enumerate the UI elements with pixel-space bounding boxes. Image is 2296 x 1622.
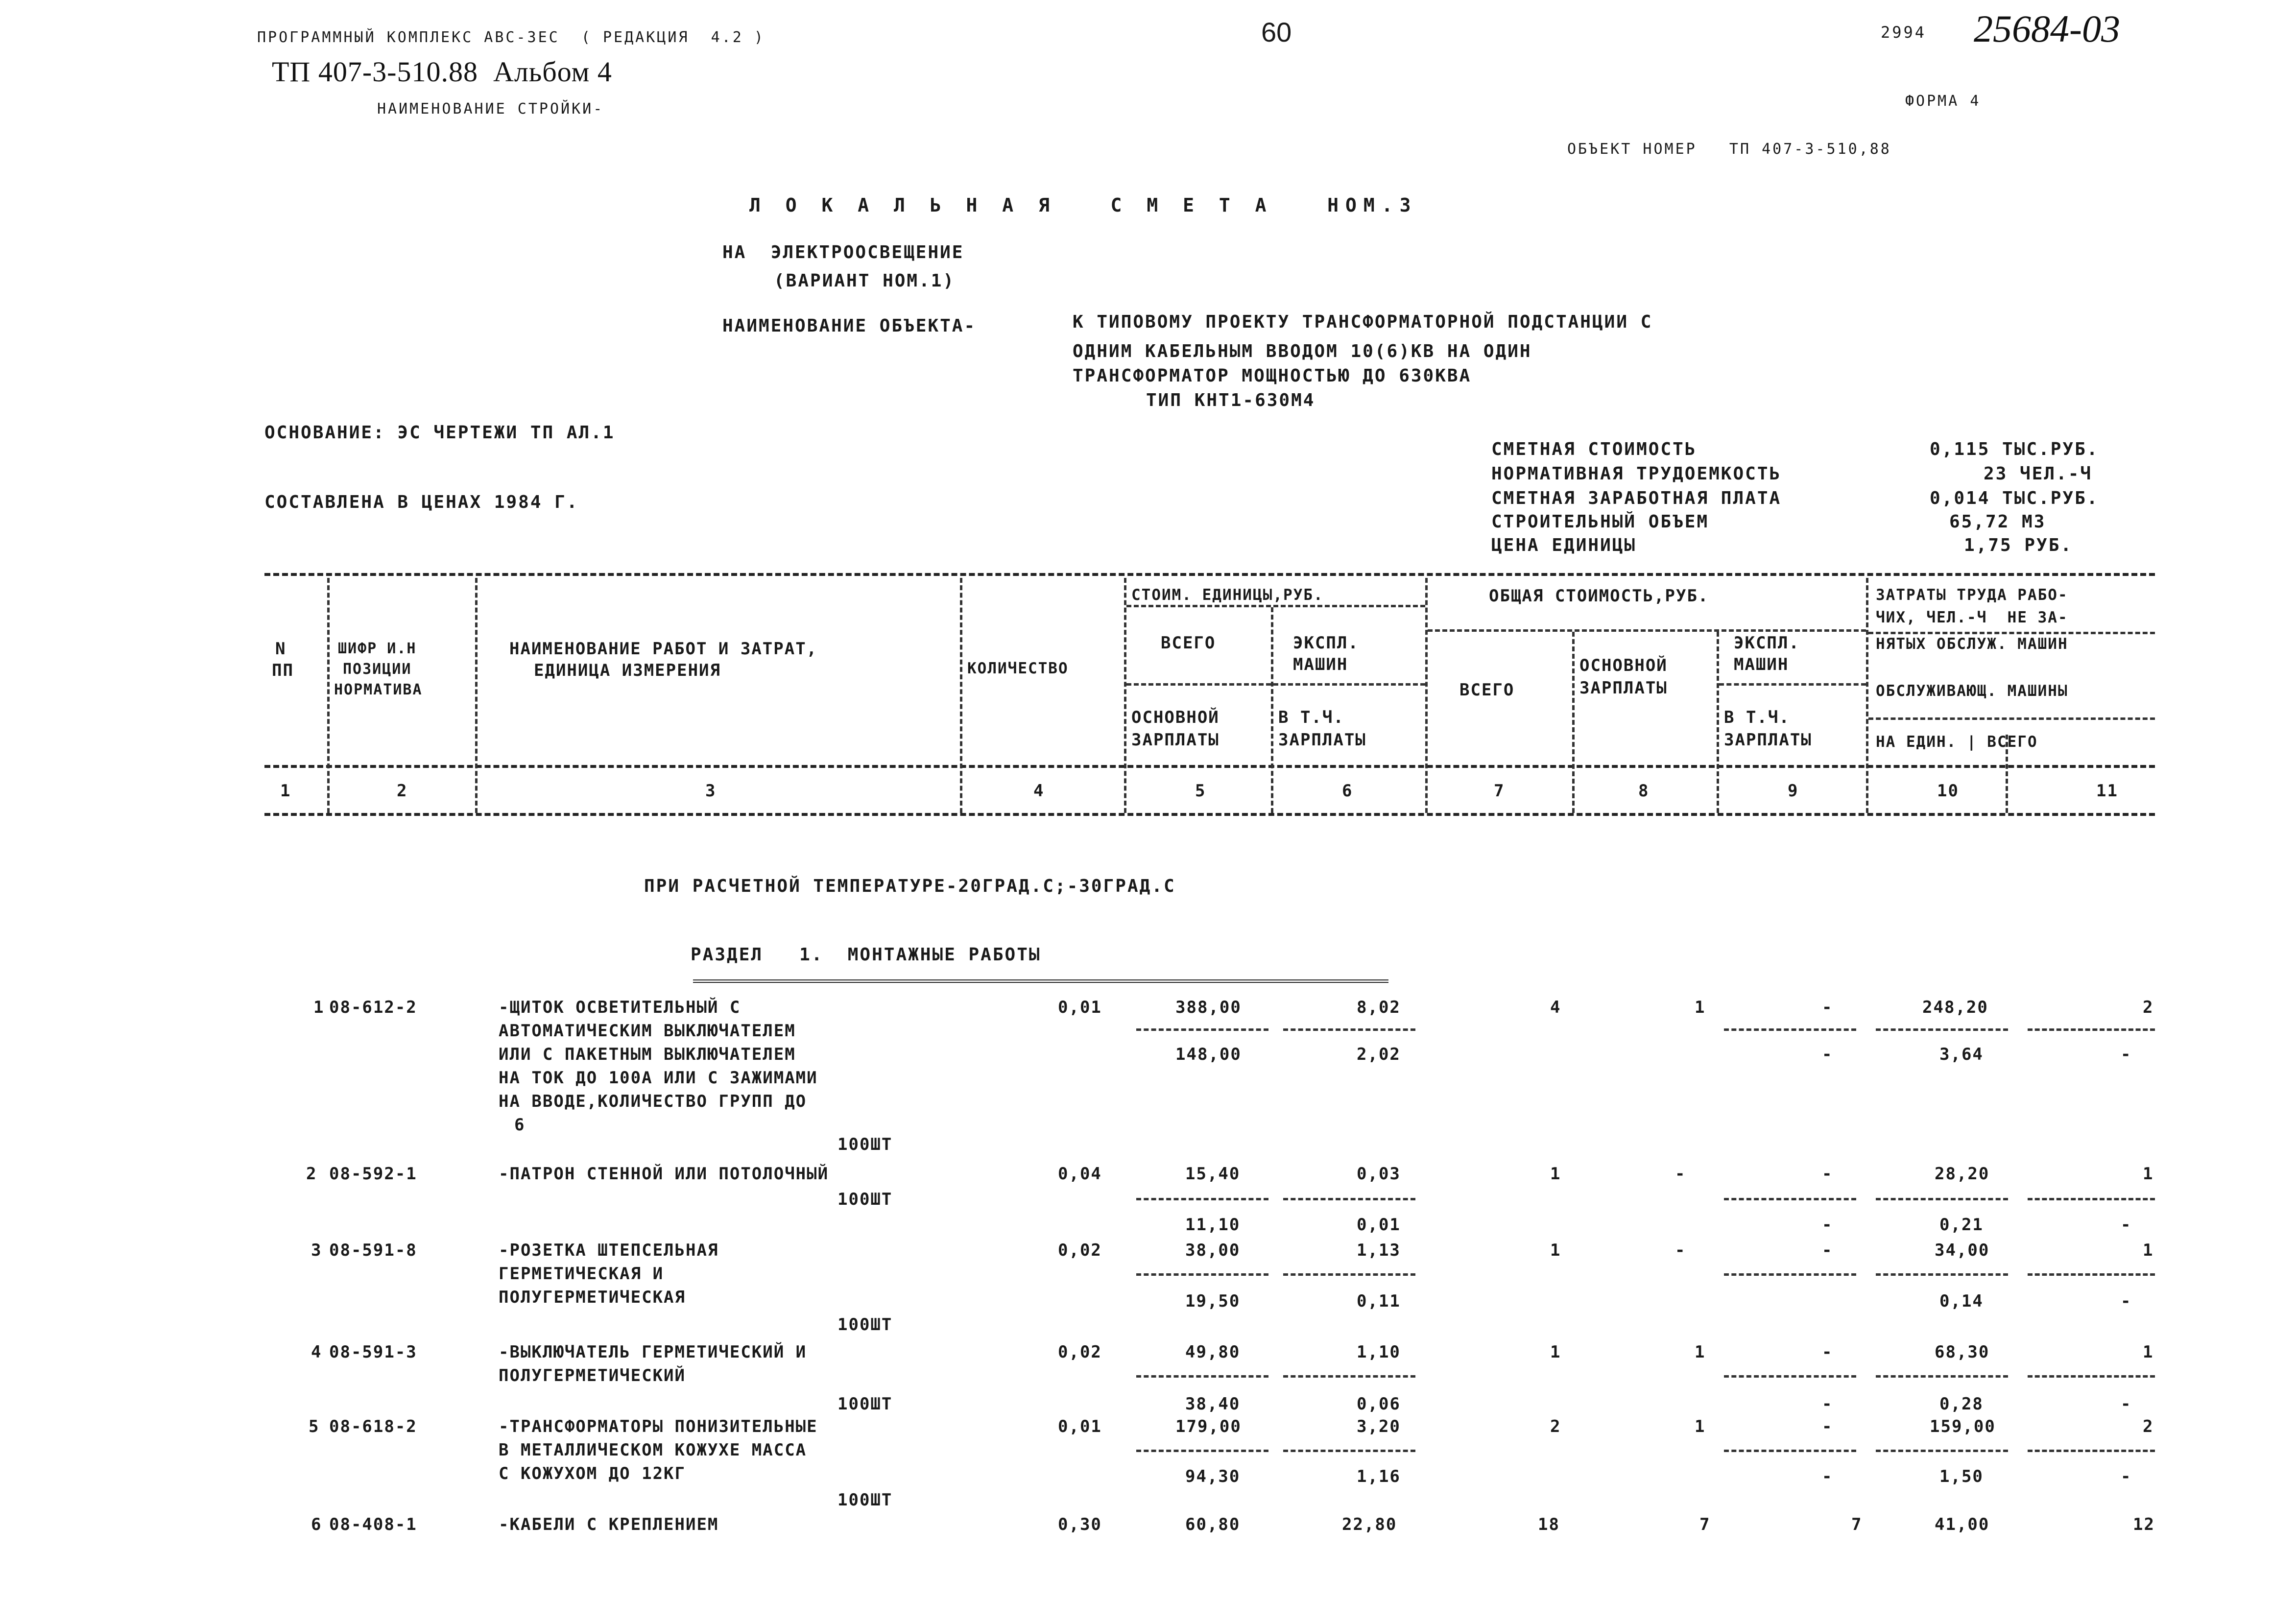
row-total-incl: - — [1822, 1394, 1833, 1414]
hdr-work-name-1: НАИМЕНОВАНИЕ РАБОТ И ЗАТРАТ, — [509, 639, 818, 659]
row-number: 4 — [311, 1342, 322, 1362]
row-quantity: 0,30 — [1058, 1515, 1102, 1534]
hdr-total-all: ВСЕГО — [1459, 680, 1515, 700]
row-unit-total: 388,00 — [1175, 998, 1242, 1017]
row-total-wage: - — [1675, 1240, 1686, 1260]
row-labor-total: 12 — [2133, 1515, 2155, 1534]
col-num-8: 8 — [1638, 781, 1650, 801]
row-unit-total: 49,80 — [1185, 1342, 1241, 1362]
row-subrule — [1724, 1198, 1856, 1200]
summary-label-labor: НОРМАТИВНАЯ ТРУДОЕМКОСТЬ — [1491, 464, 1782, 484]
row-code: 08-612-2 — [329, 998, 417, 1017]
hdr-labor-1: ЗАТРАТЫ ТРУДА РАБО- — [1876, 586, 2068, 604]
col-num-7: 7 — [1494, 781, 1505, 801]
row-total: 1 — [1550, 1164, 1561, 1184]
estimate-for-line1: НА ЭЛЕКТРООСВЕЩЕНИЕ — [722, 242, 964, 262]
row-desc-line: -РОЗЕТКА ШТЕПСЕЛЬНАЯ — [499, 1240, 719, 1260]
hdr-n: N — [275, 639, 287, 659]
row-unit-wage: 94,30 — [1185, 1467, 1241, 1486]
estimate-title: Л О К А Л Ь Н А Я С М Е Т А НОМ.3 — [749, 194, 1418, 216]
row-total-mach: - — [1822, 1417, 1833, 1436]
hdr-unit-mach-1: ЭКСПЛ. — [1293, 633, 1359, 653]
row-subrule — [1283, 1028, 1415, 1031]
object-number: ОБЪЕКТ НОМЕР ТП 407-3-510,88 — [1567, 141, 1891, 158]
row-subrule — [1876, 1198, 2008, 1200]
row-total-mach: - — [1822, 998, 1833, 1017]
col-num-10: 10 — [1937, 781, 1959, 801]
row-unit-mach: 22,80 — [1342, 1515, 1397, 1534]
row-unit-total: 179,00 — [1175, 1417, 1242, 1436]
col-divider-2 — [475, 578, 478, 813]
col-num-6: 6 — [1342, 781, 1353, 801]
row-unit-incl: 0,06 — [1357, 1394, 1401, 1414]
row-labor-total-b: - — [2121, 1467, 2132, 1486]
row-unit: 100ШТ — [837, 1490, 893, 1510]
row-desc-line: В МЕТАЛЛИЧЕСКОМ КОЖУХЕ МАССА — [499, 1440, 807, 1460]
summary-label-volume: СТРОИТЕЛЬНЫЙ ОБЪЕМ — [1491, 512, 1709, 532]
total-cost-sub-rule — [1428, 629, 1866, 632]
summary-label-unit-price: ЦЕНА ЕДИНИЦЫ — [1491, 535, 1637, 555]
row-labor-total: 1 — [2143, 1342, 2154, 1362]
row-desc-line: АВТОМАТИЧЕСКИМ ВЫКЛЮЧАТЕЛЕМ — [499, 1021, 796, 1041]
row-total-mach: - — [1822, 1342, 1833, 1362]
row-labor-total: 1 — [2143, 1240, 2154, 1260]
row-subrule — [1136, 1028, 1268, 1031]
row-desc-line: ГЕРМЕТИЧЕСКАЯ И — [499, 1264, 664, 1284]
object-line2: ОДНИМ КАБЕЛЬНЫМ ВВОДОМ 10(6)КВ НА ОДИН — [1073, 341, 1532, 361]
row-subrule — [1724, 1028, 1856, 1031]
row-labor-total-b: - — [2121, 1291, 2132, 1311]
row-subrule — [1136, 1450, 1268, 1452]
hdr-labor-2: ЧИХ, ЧЕЛ.-Ч НЕ ЗА- — [1876, 609, 2068, 626]
hdr-unit-wage-1: ОСНОВНОЙ — [1131, 708, 1220, 727]
row-subrule — [1876, 1450, 2008, 1452]
col-num-11: 11 — [2096, 781, 2118, 801]
row-unit-incl: 1,16 — [1357, 1467, 1401, 1486]
col-num-4: 4 — [1033, 781, 1045, 801]
row-total-incl: - — [1822, 1215, 1833, 1235]
row-desc-line: -ЩИТОК ОСВЕТИТЕЛЬНЫЙ С — [499, 998, 741, 1017]
row-unit-mach: 1,10 — [1357, 1342, 1401, 1362]
row-total-mach: - — [1822, 1240, 1833, 1260]
col-divider-4 — [1124, 578, 1126, 813]
row-quantity: 0,02 — [1058, 1240, 1102, 1260]
row-labor-unit: 68,30 — [1935, 1342, 1990, 1362]
hdr-unit-incl-2: ЗАРПЛАТЫ — [1278, 730, 1366, 750]
row-unit-mach: 3,20 — [1357, 1417, 1401, 1436]
row-unit-mach: 0,03 — [1357, 1164, 1401, 1184]
row-subrule — [2028, 1375, 2155, 1378]
hdr-unit-mach-2: МАШИН — [1293, 655, 1348, 674]
summary-label-wage: СМЕТНАЯ ЗАРАБОТНАЯ ПЛАТА — [1491, 488, 1782, 508]
hdr-total-mach-2: МАШИН — [1734, 655, 1789, 674]
row-desc-line: НА ВВОДЕ,КОЛИЧЕСТВО ГРУПП ДО — [499, 1092, 807, 1111]
labor-sub-rule-2 — [1868, 717, 2155, 720]
hdr-code-1: ШИФР И.Н — [338, 640, 417, 657]
col-num-9: 9 — [1788, 781, 1799, 801]
row-number: 5 — [309, 1417, 320, 1436]
row-total-wage: 7 — [1699, 1515, 1711, 1534]
unit-cost-mid-rule — [1126, 683, 1425, 686]
summary-value-labor: 23 ЧЕЛ.-Ч — [1984, 464, 2093, 484]
row-desc-line: -ПАТРОН СТЕННОЙ ИЛИ ПОТОЛОЧНЫЙ — [499, 1164, 829, 1184]
col-num-1: 1 — [280, 781, 291, 801]
doc-number-small: 2994 — [1881, 23, 1927, 42]
col-divider-8 — [1717, 632, 1719, 813]
summary-value-wage: 0,014 ТЫС.РУБ. — [1930, 488, 2099, 508]
row-subrule — [1876, 1028, 2008, 1031]
row-quantity: 0,01 — [1058, 1417, 1102, 1436]
row-unit-wage: 148,00 — [1175, 1045, 1242, 1064]
table-numbers-rule — [264, 813, 2155, 816]
row-desc-line: С КОЖУХОМ ДО 12КГ — [499, 1464, 686, 1483]
row-subrule — [2028, 1028, 2155, 1031]
summary-value-unit-price: 1,75 РУБ. — [1964, 535, 2073, 555]
row-labor-unit-b: 0,21 — [1939, 1215, 1984, 1235]
row-labor-unit-b: 3,64 — [1939, 1045, 1984, 1064]
building-name-label: НАИМЕНОВАНИЕ СТРОЙКИ- — [377, 100, 604, 118]
hdr-unit-incl-1: В Т.Ч. — [1278, 708, 1344, 727]
row-desc-line: ПОЛУГЕРМЕТИЧЕСКИЙ — [499, 1366, 686, 1385]
row-subrule — [1136, 1375, 1268, 1378]
row-quantity: 0,01 — [1058, 998, 1102, 1017]
object-line4: ТИП КНТ1-630М4 — [1146, 390, 1315, 410]
page-number: 60 — [1261, 17, 1292, 48]
hdr-total-wage-1: ОСНОВНОЙ — [1579, 656, 1668, 675]
row-unit: 100ШТ — [837, 1190, 893, 1209]
row-unit-mach: 1,13 — [1357, 1240, 1401, 1260]
row-unit-total: 38,00 — [1185, 1240, 1241, 1260]
row-code: 08-592-1 — [329, 1164, 417, 1184]
row-desc-line: ИЛИ С ПАКЕТНЫМ ВЫКЛЮЧАТЕЛЕМ — [499, 1045, 796, 1064]
col-divider-9 — [1866, 578, 1868, 813]
row-labor-unit: 248,20 — [1922, 998, 1988, 1017]
row-desc-line: -КАБЕЛИ С КРЕПЛЕНИЕМ — [499, 1515, 719, 1534]
row-subrule — [2028, 1198, 2155, 1200]
summary-value-volume: 65,72 М3 — [1949, 512, 2046, 532]
table-header-rule — [264, 765, 2155, 768]
estimate-for-line2: (ВАРИАНТ НОМ.1) — [774, 271, 956, 291]
hdr-labor-4: ОБСЛУЖИВАЮЩ. МАШИНЫ — [1876, 682, 2068, 700]
row-labor-total-b: - — [2121, 1045, 2132, 1064]
row-labor-total-b: - — [2121, 1394, 2132, 1414]
row-subrule — [1283, 1375, 1415, 1378]
row-quantity: 0,04 — [1058, 1164, 1102, 1184]
hdr-total-cost: ОБЩАЯ СТОИМОСТЬ,РУБ. — [1489, 586, 1709, 606]
row-total-incl: - — [1822, 1045, 1833, 1064]
row-unit-wage: 11,10 — [1185, 1215, 1241, 1235]
temperature-conditions: ПРИ РАСЧЕТНОЙ ТЕМПЕРАТУРЕ-20ГРАД.С;-30ГРАД.С — [644, 876, 1176, 896]
row-labor-unit: 41,00 — [1935, 1515, 1990, 1534]
row-desc-line: -ТРАНСФОРМАТОРЫ ПОНИЗИТЕЛЬНЫЕ — [499, 1417, 818, 1436]
row-subrule — [2028, 1273, 2155, 1276]
row-labor-unit: 159,00 — [1930, 1417, 1996, 1436]
row-code: 08-591-3 — [329, 1342, 417, 1362]
hdr-labor-3: НЯТЫХ ОБСЛУЖ. МАШИН — [1876, 635, 2068, 653]
row-unit-incl: 2,02 — [1357, 1045, 1401, 1064]
section-title: РАЗДЕЛ 1. МОНТАЖНЫЕ РАБОТЫ — [691, 945, 1041, 965]
row-unit-incl: 0,11 — [1357, 1291, 1401, 1311]
row-unit: 100ШТ — [837, 1315, 893, 1335]
row-subrule — [1724, 1273, 1856, 1276]
col-num-2: 2 — [397, 781, 408, 801]
row-total: 1 — [1550, 1240, 1561, 1260]
row-total-wage: 1 — [1695, 1342, 1706, 1362]
row-unit-wage: 19,50 — [1185, 1291, 1241, 1311]
object-line3: ТРАНСФОРМАТОР МОЩНОСТЬЮ ДО 630КВА — [1073, 366, 1472, 386]
total-mach-mid-rule — [1719, 683, 1866, 686]
col-divider-6 — [1425, 578, 1428, 813]
row-labor-total-b: - — [2121, 1215, 2132, 1235]
row-code: 08-591-8 — [329, 1240, 417, 1260]
row-subrule — [1876, 1273, 2008, 1276]
col-divider-3 — [960, 578, 962, 813]
row-total-mach: - — [1822, 1164, 1833, 1184]
hdr-total-wage-2: ЗАРПЛАТЫ — [1579, 678, 1668, 698]
row-labor-total: 1 — [2143, 1164, 2154, 1184]
row-total-mach: 7 — [1851, 1515, 1863, 1534]
row-unit-total: 60,80 — [1185, 1515, 1241, 1534]
table-top-rule — [264, 573, 2155, 576]
row-subrule — [1283, 1198, 1415, 1200]
row-total: 18 — [1538, 1515, 1560, 1534]
row-number: 3 — [311, 1240, 322, 1260]
handwritten-doc-number: 25684-03 — [1974, 7, 2120, 50]
col-divider-5 — [1271, 607, 1273, 813]
row-subrule — [1136, 1273, 1268, 1276]
row-labor-unit: 34,00 — [1935, 1240, 1990, 1260]
labor-sub-rule-1 — [1868, 632, 2155, 634]
row-labor-unit-b: 1,50 — [1939, 1467, 1984, 1486]
hdr-total-mach-1: ЭКСПЛ. — [1734, 633, 1800, 653]
col-divider-1 — [327, 578, 330, 813]
row-number: 2 — [306, 1164, 317, 1184]
hdr-work-name-2: ЕДИНИЦА ИЗМЕРЕНИЯ — [534, 661, 721, 680]
section-underline — [693, 979, 1388, 983]
prices-line: СОСТАВЛЕНА В ЦЕНАХ 1984 Г. — [264, 492, 579, 512]
row-number: 1 — [313, 998, 325, 1017]
row-subrule — [1724, 1450, 1856, 1452]
hdr-code-2: ПОЗИЦИИ — [343, 661, 412, 678]
row-labor-unit-b: 0,28 — [1939, 1394, 1984, 1414]
col-divider-7 — [1572, 632, 1575, 813]
row-total: 2 — [1550, 1417, 1561, 1436]
hdr-unit-cost: СТОИМ. ЕДИНИЦЫ,РУБ. — [1131, 586, 1324, 604]
program-header: ПРОГРАММНЫЙ КОМПЛЕКС АВС-ЗЕС ( РЕДАКЦИЯ 4.2 ) — [257, 29, 765, 46]
row-total: 1 — [1550, 1342, 1561, 1362]
row-total-wage: 1 — [1695, 998, 1706, 1017]
basis-line: ОСНОВАНИЕ: ЭС ЧЕРТЕЖИ ТП АЛ.1 — [264, 423, 615, 443]
row-subrule — [1283, 1273, 1415, 1276]
row-total-wage: - — [1675, 1164, 1686, 1184]
row-subrule — [1876, 1375, 2008, 1378]
row-unit-total: 15,40 — [1185, 1164, 1241, 1184]
row-code: 08-618-2 — [329, 1417, 417, 1436]
row-desc-line: -ВЫКЛЮЧАТЕЛЬ ГЕРМЕТИЧЕСКИЙ И — [499, 1342, 807, 1362]
row-subrule — [2028, 1450, 2155, 1452]
row-number: 6 — [311, 1515, 322, 1534]
col-num-3: 3 — [705, 781, 717, 801]
row-total-incl: - — [1822, 1467, 1833, 1486]
row-labor-total: 2 — [2143, 1417, 2154, 1436]
hdr-total-incl-1: В Т.Ч. — [1724, 708, 1790, 727]
row-unit-incl: 0,01 — [1357, 1215, 1401, 1235]
row-desc-line: ПОЛУГЕРМЕТИЧЕСКАЯ — [499, 1288, 686, 1307]
row-labor-unit-b: 0,14 — [1939, 1291, 1984, 1311]
hdr-unit-total: ВСЕГО — [1161, 633, 1216, 653]
row-total-wage: 1 — [1695, 1417, 1706, 1436]
object-line1: К ТИПОВОМУ ПРОЕКТУ ТРАНСФОРМАТОРНОЙ ПОДСТАНЦИИ С — [1073, 312, 1653, 332]
row-quantity: 0,02 — [1058, 1342, 1102, 1362]
row-subrule — [1136, 1198, 1268, 1200]
row-desc-line: НА ТОК ДО 100А ИЛИ С ЗАЖИМАМИ — [499, 1068, 818, 1088]
hdr-unit-wage-2: ЗАРПЛАТЫ — [1131, 730, 1220, 750]
hdr-code-3: НОРМАТИВА — [334, 681, 423, 698]
summary-value-cost: 0,115 ТЫС.РУБ. — [1930, 439, 2099, 459]
row-labor-total: 2 — [2143, 998, 2154, 1017]
form-label: ФОРМА 4 — [1905, 93, 1981, 110]
project-code: ТП 407-3-510.88 Альбом 4 — [272, 56, 612, 88]
hdr-total-incl-2: ЗАРПЛАТЫ — [1724, 730, 1812, 750]
row-unit: 100ШТ — [837, 1135, 893, 1154]
summary-label-cost: СМЕТНАЯ СТОИМОСТЬ — [1491, 439, 1697, 459]
row-subrule — [1283, 1450, 1415, 1452]
hdr-pp: ПП — [272, 661, 294, 680]
object-label: НАИМЕНОВАНИЕ ОБЪЕКТА- — [722, 316, 977, 336]
unit-cost-sub-rule — [1126, 605, 1425, 607]
row-unit: 100ШТ — [837, 1394, 893, 1414]
row-subrule — [1724, 1375, 1856, 1378]
row-labor-unit: 28,20 — [1935, 1164, 1990, 1184]
row-code: 08-408-1 — [329, 1515, 417, 1534]
row-total: 4 — [1550, 998, 1561, 1017]
row-unit-mach: 8,02 — [1357, 998, 1401, 1017]
hdr-labor-5: НА ЕДИН. | ВСЕГО — [1876, 733, 2038, 751]
hdr-quantity: КОЛИЧЕСТВО — [967, 660, 1069, 677]
row-unit-wage: 38,40 — [1185, 1394, 1241, 1414]
row-desc-line: 6 — [514, 1115, 526, 1135]
col-num-5: 5 — [1195, 781, 1206, 801]
